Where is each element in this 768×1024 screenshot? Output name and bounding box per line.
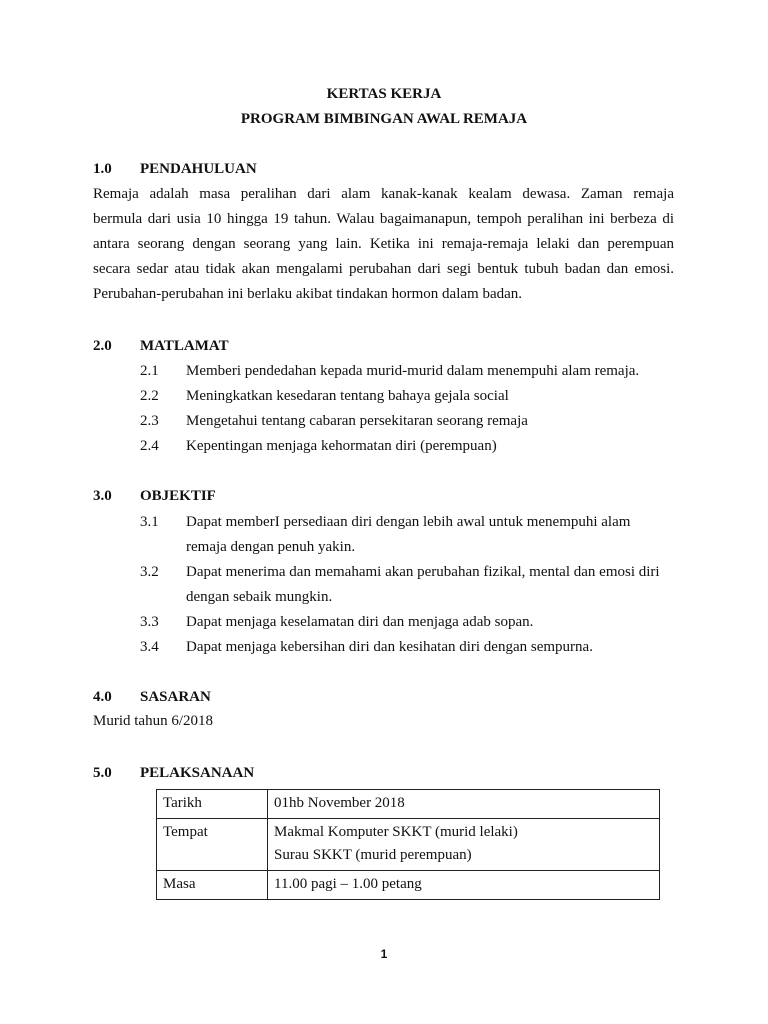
table-cell-value <box>268 871 660 900</box>
table-cell-value <box>268 819 660 871</box>
item-text-line: Dapat menjaga keselamatan diri dan menjaga adab sopan. <box>186 614 534 630</box>
section-title: OBJEKTIF <box>140 488 216 504</box>
paragraph-line: secara sedar atau tidak akan mengalami perubahan dari segi bentuk tubuh badan dan emosi. <box>93 261 674 277</box>
item-number: 2.3 <box>140 413 159 429</box>
section-number: 4.0 <box>93 689 112 705</box>
item-number: 3.3 <box>140 614 159 630</box>
list-item <box>140 560 674 610</box>
item-text: Meningkatkan kesedaran tentang bahaya gejala social <box>186 388 509 404</box>
section-heading-sasaran <box>93 689 211 706</box>
cell-line: 11.00 pagi – 1.00 petang <box>274 876 422 892</box>
document-subtitle: PROGRAM BIMBINGAN AWAL REMAJA <box>240 111 528 127</box>
list-item <box>140 510 674 560</box>
cell-line: Makmal Komputer SKKT (murid lelaki) <box>274 824 518 840</box>
section-heading-pelaksanaan <box>93 765 254 782</box>
table-row <box>157 819 660 871</box>
item-number: 2.4 <box>140 438 159 454</box>
item-text-line: Dapat menerima dan memahami akan perubahan fizikal, mental dan emosi diri <box>186 564 660 580</box>
page-number: 1 <box>380 947 388 961</box>
item-text-line: Dapat menjaga kebersihan diri dan kesihatan diri dengan sempurna. <box>186 639 593 655</box>
paragraph-line: bermula dari usia 10 hingga 19 tahun. Walau bagaimanapun, tempoh peralihan ini berbeza di <box>93 211 674 227</box>
list-item <box>140 384 674 409</box>
target-text: Murid tahun 6/2018 <box>93 713 213 729</box>
list-item <box>140 434 674 459</box>
section-number: 5.0 <box>93 765 112 781</box>
item-number: 2.1 <box>140 363 159 379</box>
table-cell-value <box>268 790 660 819</box>
table-row <box>157 790 660 819</box>
item-number: 3.1 <box>140 514 159 530</box>
document-title: KERTAS KERJA <box>326 86 442 102</box>
section-heading-objektif <box>93 488 216 505</box>
table-cell-label: Masa <box>157 871 268 900</box>
section-heading-matlamat <box>93 338 229 355</box>
cell-line: 01hb November 2018 <box>274 795 405 811</box>
section-number: 1.0 <box>93 161 112 177</box>
item-number: 2.2 <box>140 388 159 404</box>
item-number: 3.4 <box>140 639 159 655</box>
section-number: 2.0 <box>93 338 112 354</box>
section-title: PENDAHULUAN <box>140 161 257 177</box>
cell-line: Surau SKKT (murid perempuan) <box>274 847 472 863</box>
table-row <box>157 871 660 900</box>
list-item <box>140 359 674 384</box>
item-text-line: remaja dengan penuh yakin. <box>186 539 356 555</box>
table-cell-label: Tempat <box>157 819 268 871</box>
item-number: 3.2 <box>140 564 159 580</box>
section-title: PELAKSANAAN <box>140 765 255 781</box>
paragraph-line: antara seorang dengan seorang yang lain. Ketika ini remaja-remaja lelaki dan perempuan <box>93 236 674 252</box>
paragraph-line: Remaja adalah masa peralihan dari alam kanak-kanak kealam dewasa. Zaman remaja <box>93 186 674 202</box>
section-number: 3.0 <box>93 488 112 504</box>
section-title: SASARAN <box>140 689 211 705</box>
item-text: Kepentingan menjaga kehormatan diri (perempuan) <box>186 438 497 454</box>
list-item <box>140 409 674 434</box>
section-heading-pendahuluan <box>93 161 257 178</box>
list-item <box>140 610 674 635</box>
section-title: MATLAMAT <box>140 338 229 354</box>
implementation-table <box>156 789 660 900</box>
intro-paragraph <box>93 182 674 307</box>
table-cell-label: Tarikh <box>157 790 268 819</box>
item-text-line: Dapat memberI persediaan diri dengan lebih awal untuk menempuhi alam <box>186 514 631 530</box>
item-text: Mengetahui tentang cabaran persekitaran seorang remaja <box>186 413 528 429</box>
list-item <box>140 635 674 660</box>
paragraph-line: Perubahan-perubahan ini berlaku akibat tindakan hormon dalam badan. <box>93 286 523 302</box>
item-text-line: dengan sebaik mungkin. <box>186 589 333 605</box>
item-text: Memberi pendedahan kepada murid-murid dalam menempuhi alam remaja. <box>186 363 640 379</box>
